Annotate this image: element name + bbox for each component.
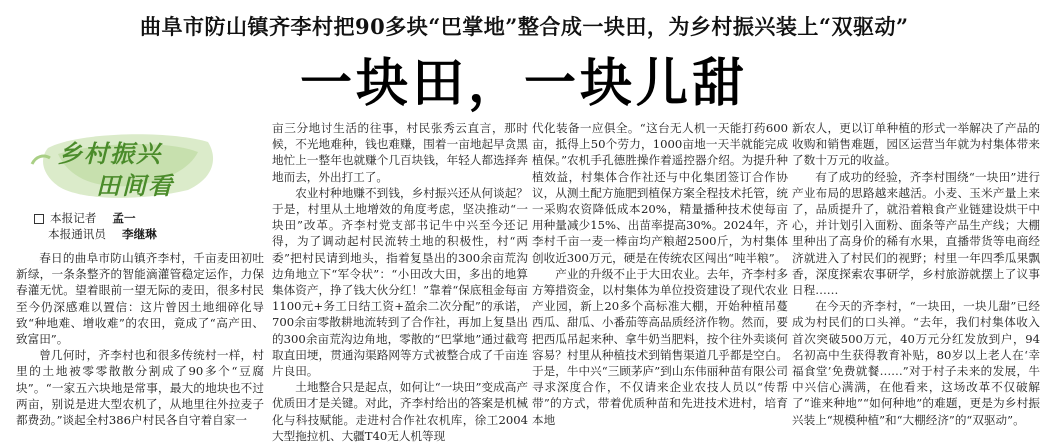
byline-label-reporter: 本报记者 (50, 211, 97, 225)
byline-label-correspondent: 本报通讯员 (48, 227, 106, 241)
paragraph: 亩三分地讨生活的往事，村民张秀云直言，那时候，不光地难种，钱也难赚，围着一亩地起早贪黑地忙上一整年也就赚个几百块钱，年轻人都选择奔地而去，外出打工了。 (272, 121, 528, 184)
byline-name-correspondent: 李继琳 (121, 227, 157, 241)
paragraph: 有了成功的经验，齐李村围绕“一块田”进行产业布局的思路越来越活。小麦、玉米产量上来了，品质提升了，就沿着粮食产业链建设烘干中心，并计划引入面粉、面条等产品生产线；大棚里种出了高身价的稀有水果，直播带货等电商经济就进入了村民们的视野；村里一年四季瓜果飘香，深度探索农事研学，乡村旅游就摆上了议事日程…… (792, 169, 1040, 298)
paragraph: 农业村种地赚不到钱，乡村振兴还从何谈起？于是，村里从土地增效的角度考虑，坚决推动“一块田”改革。齐李村党支部书记牛中兴至今还记得，为了调动起村民流转土地的积极性，村“两委”把村民请到地头，指着复垦出的300余亩荒沟边角地立下“军令状”：“小田改大田，多出的地算集体资产，挣了钱大伙分红！”靠着“保底租金每亩1100元+务工日结工资+盈余二次分配”的承诺，700余亩零散耕地流转到了合作社，再加上复垦出的300余亩荒沟边角地，零散的“巴掌地”通过截弯取直田埂，贯通沟渠路网等方式被整合成了千亩连片良田。 (272, 185, 528, 379)
byline-name-reporter: 孟一 (112, 211, 136, 225)
byline-correspondent (34, 226, 254, 242)
article-column-2 (272, 120, 528, 443)
byline-reporter (34, 210, 254, 226)
byline (34, 210, 254, 242)
paragraph: 代化装备一应俱全。“这台无人机一天能打药600亩，抵得上50个劳力，1000亩地一天半就能完成植保。”农机手孔德胜操作着遥控器介绍。为提升种植效益，村集体合作社还与中化集团签订合作协议，从测土配方施肥到植保方案全程技术托管，统一采购农资降低成本20%，精量播种技术使每亩用种量减少15%、出苗率提高30%。2024年，齐李村千亩一麦一棒亩均产粮超2500斤，为村集体创收近300万元，硬是在传统农区闯出“吨半粮”。 (532, 121, 788, 265)
paragraph: 产业的升级不止于大田农业。去年，齐李村多方筹措资金，以村集体为单位投资建设了现代农业产业园，新上20多个高标准大棚，开始种植吊蔓西瓜、甜瓜、小番茄等高品质经济作物。然而，要把西瓜吊起来种、拿牛奶当肥料，按个往外卖谈何容易？村里从种植技术到销售渠道几乎都是空白。于是，牛中兴“三顾茅庐”到山东伟丽种苗有限公司寻求深度合作，不仅请来企业农技人员以“传帮带”的方式，带着优质种苗和先进技术进村，培育本地 (532, 266, 788, 427)
paragraph: 土地整合只是起点，如何让“一块田”变成高产优质田才是关键。对此，齐李村给出的答案是机械化与科技赋能。走进村合作社农机库，徐工2004大型拖拉机、大疆T40无人机等现 (272, 380, 528, 443)
article-column-1 (16, 250, 264, 426)
paragraph: 曾几何时，齐李村也和很多传统村一样，村里的土地被零零散散分割成了90多个“豆腐块”。“一家五六块地是常事，最大的地块也不过两亩，别说是进大型农机了，从地里往外拉麦子都费劲。”谈起全村386户村民各自守着自家一 (16, 348, 264, 428)
paragraph: 在今天的齐李村，“一块田，一块儿甜”已经成为村民们的口头禅。“去年，我们村集体收入首次突破500万元，40万元分红发放到户，94名初高中生获得教育补贴，80岁以上老人在‘幸福食堂’免费就餐……”对于村子未来的发展，牛中兴信心满满，在他看来，这场改革不仅破解了“谁来种地”“如何种地”的难题，更是为乡村振兴装上“规模种植”和“大棚经济”的“双驱动”。 (792, 299, 1040, 427)
logo-text-line1: 乡村振兴 (58, 140, 162, 168)
column-logo (18, 128, 228, 202)
paragraph: 新农人，更以订单种植的形式一举解决了产品的收购和销售难题，园区运营当年就为村集体带来了数十万元的收益。 (792, 121, 1040, 168)
square-bullet-icon (34, 214, 44, 224)
article-column-4 (792, 120, 1040, 426)
article-title: 一块田，一块儿甜 (300, 54, 749, 114)
logo-text-line2: 田间看 (96, 172, 174, 200)
paragraph: 春日的曲阜市防山镇齐李村，千亩麦田初吐新绿，一条条整齐的智能滴灌管稳定运作，力保春灌无忧。望着眼前一望无际的麦田，很多村民至今仍深感难以置信：这片曾因土地细碎化导致“种地难、增收难”的农田，竟成了“高产田、致富田”。 (16, 251, 264, 347)
article-column-3 (532, 120, 788, 426)
article-subtitle: 曲阜市防山镇齐李村把90多块“巴掌地”整合成一块田，为乡村振兴装上“双驱动” (140, 14, 909, 39)
